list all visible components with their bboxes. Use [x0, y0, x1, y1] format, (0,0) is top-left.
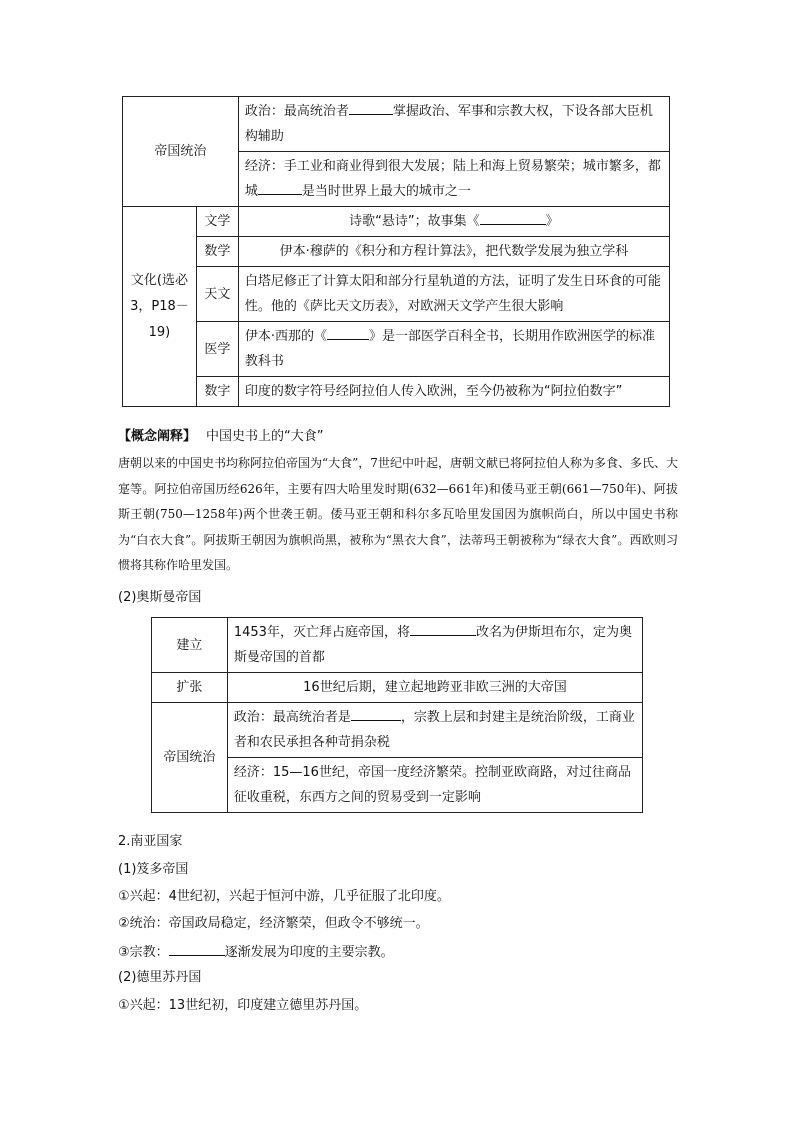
empire-rule-label: 帝国统治 — [123, 97, 239, 207]
concept-heading — [118, 427, 678, 447]
subject-medicine: 医学 — [196, 322, 238, 377]
ottoman-table — [151, 617, 643, 813]
literature-cell — [238, 207, 669, 237]
table-row — [123, 377, 670, 407]
table-row — [123, 237, 670, 267]
ottoman-politics-cell — [227, 703, 642, 758]
table-row — [123, 322, 670, 377]
fill-blank[interactable] — [351, 706, 401, 721]
fill-blank[interactable] — [258, 180, 302, 195]
astronomy-cell: 白塔尼修正了计算太阳和部分行星轨道的方法，证明了发生日环食的可能性。他的《萨比天文历表》，对欧洲天文学产生很大影响 — [238, 267, 669, 322]
medicine-cell — [238, 322, 669, 377]
ottoman-rule-label: 帝国统治 — [152, 703, 228, 813]
numerals-cell: 印度的数字符号经阿拉伯人传入欧洲，至今仍被称为“阿拉伯数字” — [238, 377, 669, 407]
concept-tag: 【概念阐释】 — [118, 429, 197, 444]
math-cell: 伊本·穆萨的《积分和方程计算法》，把代数学发展为独立学科 — [238, 237, 669, 267]
south-asia-heading: 2.南亚国家 — [118, 834, 183, 849]
fill-blank[interactable] — [480, 210, 546, 225]
found-cell — [227, 618, 642, 673]
gupta-religion — [118, 941, 394, 963]
concept-box — [118, 427, 678, 579]
culture-label: 文化(选必 3，P18－19) — [123, 207, 197, 407]
table-row — [152, 618, 643, 673]
politics-cell — [238, 97, 669, 152]
economy-cell — [238, 152, 669, 207]
concept-title: 中国史书上的“大食” — [206, 429, 324, 444]
arab-empire-table — [122, 96, 670, 407]
fill-blank[interactable] — [327, 325, 369, 340]
subject-numerals: 数字 — [196, 377, 238, 407]
ottoman-politics-text-2: ，宗教上层和封建主是统治阶级，工商业者和农民承担各种苛捐杂税 — [233, 710, 635, 750]
fill-blank[interactable] — [349, 100, 393, 115]
literature-text-1: 诗歌“悬诗”；故事集《 — [349, 214, 480, 229]
fill-blank[interactable] — [169, 941, 225, 956]
ottoman-politics-text-1: 政治：最高统治者是 — [233, 710, 351, 725]
table-row — [152, 703, 643, 758]
delhi-rise: ①兴起：13世纪初，印度建立德里苏丹国。 — [118, 998, 368, 1013]
found-text-2: 改名为伊斯坦布尔，定为奥斯曼帝国的首都 — [233, 625, 632, 665]
table-row — [123, 207, 670, 237]
economy-text-2: 是当时世界上最大的城市之一 — [301, 184, 471, 199]
table-row — [123, 97, 670, 152]
subject-astronomy: 天文 — [196, 267, 238, 322]
found-text-1: 1453年，灭亡拜占庭帝国，将 — [233, 625, 410, 640]
politics-text-1: 政治：最高统治者 — [244, 104, 349, 119]
medicine-text-2: 》是一部医学百科全书，长期用作欧洲医学的标准教科书 — [244, 329, 656, 369]
expand-label: 扩张 — [152, 673, 228, 703]
subject-math: 数学 — [196, 237, 238, 267]
medicine-text-1: 伊本·西那的《 — [244, 329, 327, 344]
gupta-religion-text-2: 逐渐发展为印度的主要宗教。 — [224, 945, 394, 960]
gupta-rise: ①兴起：4世纪初，兴起于恒河中游，几乎征服了北印度。 — [118, 889, 450, 904]
delhi-heading: (2)德里苏丹国 — [118, 970, 202, 985]
economy-text-1: 经济：手工业和商业得到很大发展；陆上和海上贸易繁荣；城市繁多，都城 — [244, 159, 661, 199]
subject-literature: 文学 — [196, 207, 238, 237]
ottoman-heading: (2)奥斯曼帝国 — [118, 590, 202, 605]
gupta-rule: ②统治：帝国政局稳定，经济繁荣，但政令不够统一。 — [118, 916, 429, 931]
fill-blank[interactable] — [410, 621, 476, 636]
expand-cell: 16世纪后期，建立起地跨亚非欧三洲的大帝国 — [227, 673, 642, 703]
concept-body: 唐朝以来的中国史书均称阿拉伯帝国为“大食”，7世纪中叶起，唐朝文献已将阿拉伯人称为多食、多氏、大寔等。阿拉伯帝国历经626年，主要有四大哈里发时期(632—661年)和倭马亚王朝(661—750年)、阿拔斯王朝(750—1258年)两个世袭王朝。倭马亚王朝和科尔多瓦哈里发国因为旗帜尚白，所以中国史书称为“白衣大食”。阿拔斯王朝因为旗帜尚黑，被称为“黑衣大食”，法蒂玛王朝被称为“绿衣大食”。西欧则习惯将其称作哈里发国。 — [118, 456, 678, 572]
gupta-religion-text-1: ③宗教： — [118, 945, 169, 960]
ottoman-economy-cell: 经济：15—16世纪，帝国一度经济繁荣。控制亚欧商路，对过往商品征收重税，东西方之间的贸易受到一定影响 — [227, 758, 642, 813]
table-row — [123, 267, 670, 322]
table-row — [152, 673, 643, 703]
literature-text-2: 》 — [545, 214, 559, 229]
found-label: 建立 — [152, 618, 228, 673]
gupta-heading: (1)笈多帝国 — [118, 862, 189, 877]
politics-text-2: 掌握政治、军事和宗教大权，下设各部大臣机构辅助 — [244, 104, 653, 144]
